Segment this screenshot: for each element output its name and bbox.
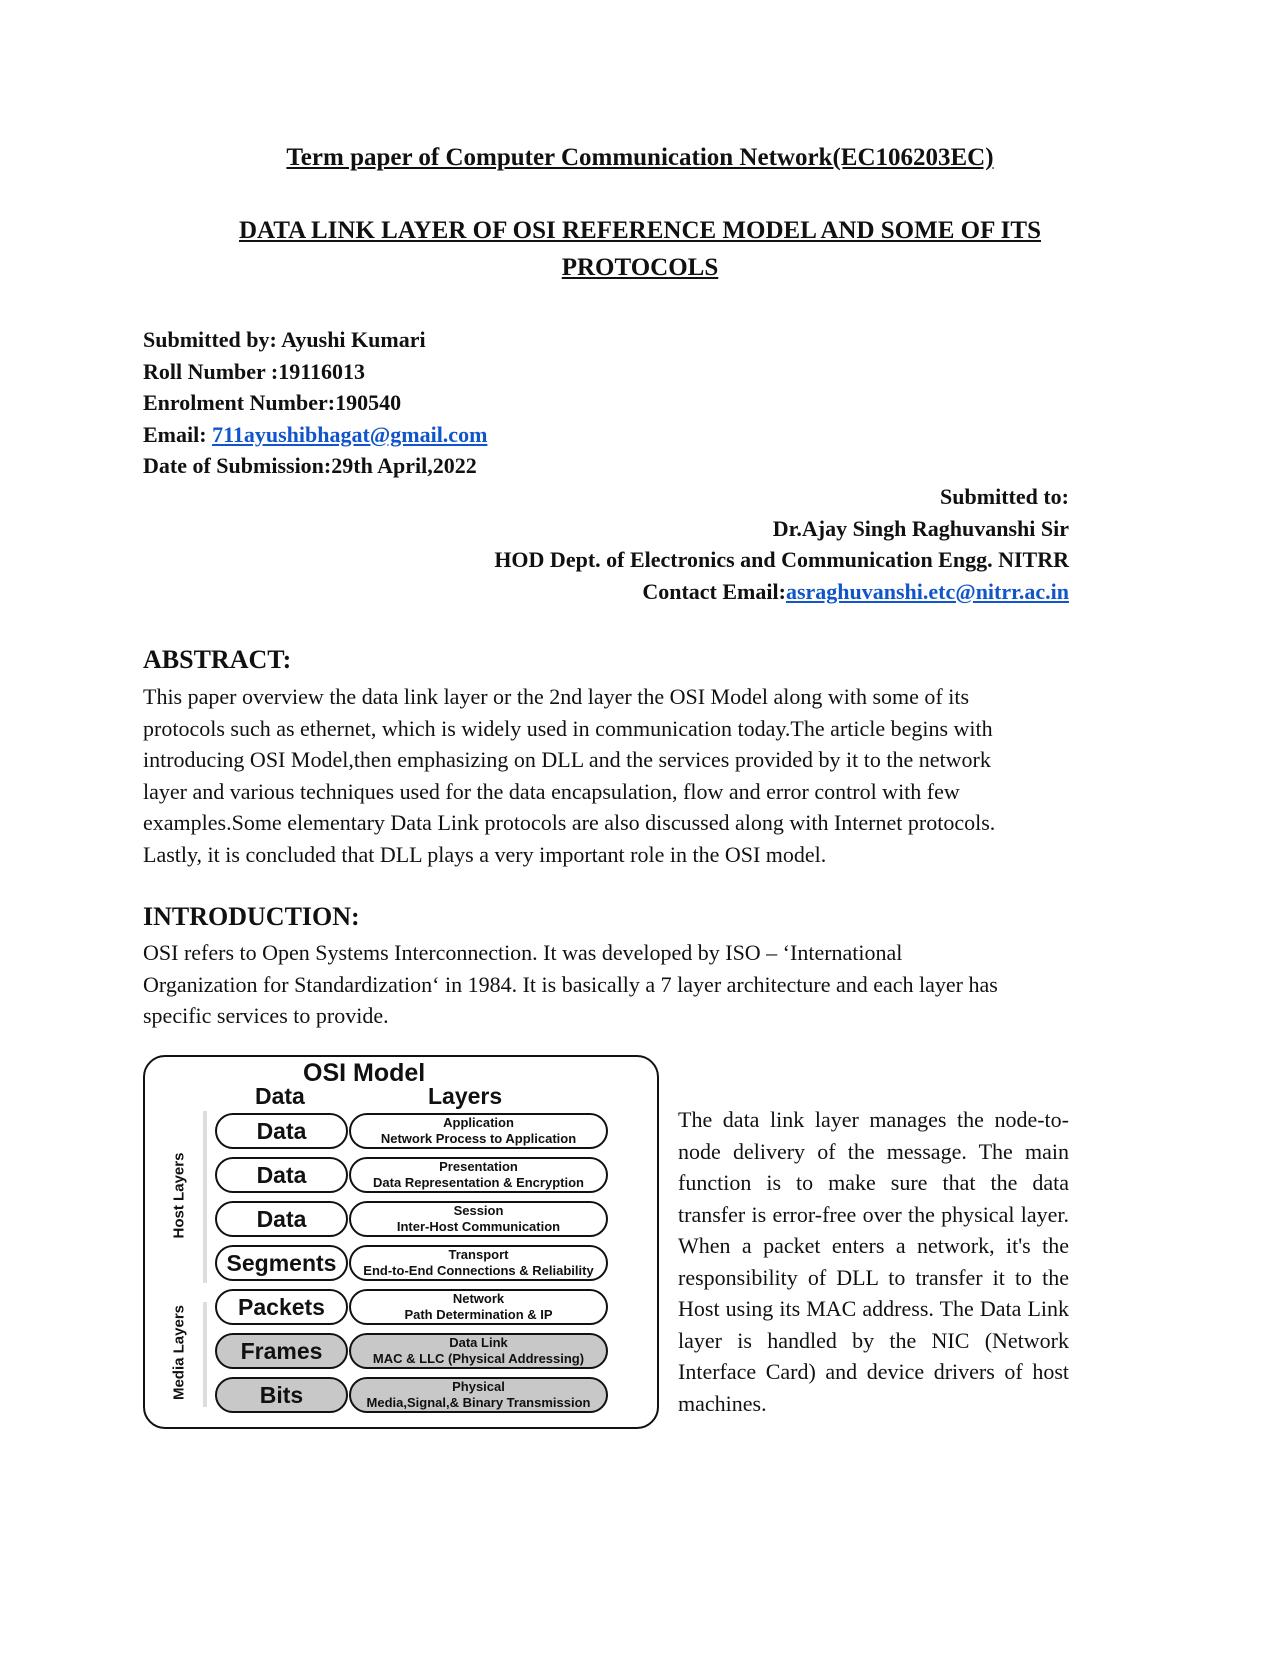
- layer-name: Transport: [448, 1247, 509, 1262]
- data-unit-label: Data: [256, 1161, 307, 1188]
- submitted-by: Submitted by: Ayushi Kumari: [143, 327, 426, 352]
- layer-description: Inter-Host Communication: [396, 1219, 561, 1234]
- osi-layer: [349, 1113, 608, 1149]
- layer-name: Presentation: [439, 1159, 518, 1174]
- osi-layer: [349, 1377, 608, 1413]
- osi-diagram-title: OSI Model: [303, 1059, 426, 1087]
- osi-layer: [349, 1201, 608, 1237]
- osi-data-unit: [215, 1289, 348, 1325]
- osi-model-diagram: [143, 1055, 659, 1429]
- layer-name: Data Link: [449, 1335, 508, 1350]
- data-unit-label: Packets: [238, 1293, 325, 1320]
- introduction-heading: INTRODUCTION:: [143, 902, 360, 931]
- paper-title-line1: DATA LINK LAYER OF OSI REFERENCE MODEL AND SOME OF ITS: [239, 217, 1041, 244]
- abstract-line: protocols such as ethernet, which is widely used in communication today.The article begins with: [143, 715, 993, 741]
- osi-data-unit: [215, 1333, 348, 1369]
- layer-name: Session: [453, 1203, 504, 1218]
- data-unit-label: Segments: [226, 1249, 337, 1276]
- email-label: Email:: [143, 421, 213, 447]
- intro-line: specific services to provide.: [143, 1003, 389, 1028]
- course-title: Term paper of Computer Communication Network(EC106203EC): [286, 144, 994, 171]
- layer-name: Physical: [452, 1379, 505, 1394]
- intro-line: OSI refers to Open Systems Interconnection. It was developed by ISO – ‘International: [143, 940, 903, 965]
- data-unit-label: Data: [256, 1117, 307, 1144]
- layers-column-header: Layers: [428, 1083, 503, 1109]
- abstract-line: This paper overview the data link layer or the 2nd layer the OSI Model along with some of its: [143, 684, 970, 709]
- osi-data-unit: [215, 1201, 348, 1237]
- abstract-line: layer and various techniques used for the data encapsulation, flow and error control with few: [143, 778, 960, 804]
- host-layers-label: Host Layers: [170, 1152, 188, 1239]
- email-link[interactable]: 711ayushibhagat@gmail.com: [212, 421, 488, 447]
- data-link-description: The data link layer manages the node-to-node delivery of the message. The main function is to make sure that the data transfer is error-free over the physical layer. When a packet enters a network, it's the responsibility of DLL to transfer it to the Host using its MAC address. The Data Link layer is handled by the NIC (Network Interface Card) and device drivers of host machines.: [678, 1107, 1069, 1416]
- osi-layer: [349, 1289, 608, 1325]
- layer-name: Application: [443, 1115, 514, 1130]
- data-unit-label: Bits: [259, 1381, 304, 1408]
- osi-layer: [349, 1333, 608, 1369]
- layer-name: Network: [452, 1291, 505, 1306]
- roll-number: Roll Number :19116013: [143, 358, 366, 384]
- contact-email-label: Contact Email:: [642, 578, 786, 604]
- osi-data-unit: [215, 1245, 348, 1281]
- osi-layer: [349, 1245, 608, 1281]
- abstract-line: examples.Some elementary Data Link protocols are also discussed along with Internet protocols.: [143, 810, 996, 835]
- data-unit-label: Data: [256, 1205, 307, 1232]
- osi-layer: [349, 1157, 608, 1193]
- layer-description: Media,Signal,& Binary Transmission: [366, 1395, 591, 1410]
- submitted-to-label: Submitted to:: [940, 484, 1069, 509]
- host-layers-label-wrap: [135, 1152, 223, 1239]
- data-column-header: Data: [255, 1083, 305, 1109]
- intro-line: Organization for Standardization‘ in 1984. It is basically a 7 layer architecture and each layer has: [143, 971, 998, 997]
- data-unit-label: Frames: [240, 1337, 323, 1364]
- submitted-to: [400, 481, 1069, 607]
- layer-description: Data Representation & Encryption: [373, 1175, 584, 1190]
- introduction-text: [143, 937, 1073, 1032]
- contact-email-link[interactable]: asraghuvanshi.etc@nitrr.ac.in: [785, 578, 1069, 604]
- layer-description: Path Determination & IP: [404, 1307, 553, 1322]
- supervisor-dept: HOD Dept. of Electronics and Communication Engg. NITRR: [494, 547, 1069, 572]
- supervisor-name: Dr.Ajay Singh Raghuvanshi Sir: [772, 515, 1069, 541]
- layer-description: End-to-End Connections & Reliability: [363, 1263, 594, 1278]
- email-row: [143, 419, 487, 451]
- layer-description: Network Process to Application: [380, 1131, 577, 1146]
- media-layers-label-wrap: [130, 1304, 228, 1401]
- abstract-heading: ABSTRACT:: [143, 645, 292, 674]
- layer-description: MAC & LLC (Physical Addressing): [372, 1351, 585, 1366]
- osi-data-unit: [215, 1377, 348, 1413]
- paper-title-line2: PROTOCOLS: [561, 254, 719, 281]
- abstract-text: [143, 681, 1073, 870]
- submission-info: [143, 324, 487, 482]
- enrolment-number: Enrolment Number:190540: [143, 390, 402, 415]
- media-layers-label: Media Layers: [170, 1304, 188, 1401]
- contact-email-row: [400, 576, 1069, 608]
- abstract-line: Lastly, it is concluded that DLL plays a very important role in the OSI model.: [143, 841, 827, 867]
- abstract-line: introducing OSI Model,then emphasizing on DLL and the services provided by it to the network: [143, 747, 991, 772]
- osi-data-unit: [215, 1157, 348, 1193]
- osi-data-unit: [215, 1113, 348, 1149]
- submission-date: Date of Submission:29th April,2022: [143, 453, 477, 478]
